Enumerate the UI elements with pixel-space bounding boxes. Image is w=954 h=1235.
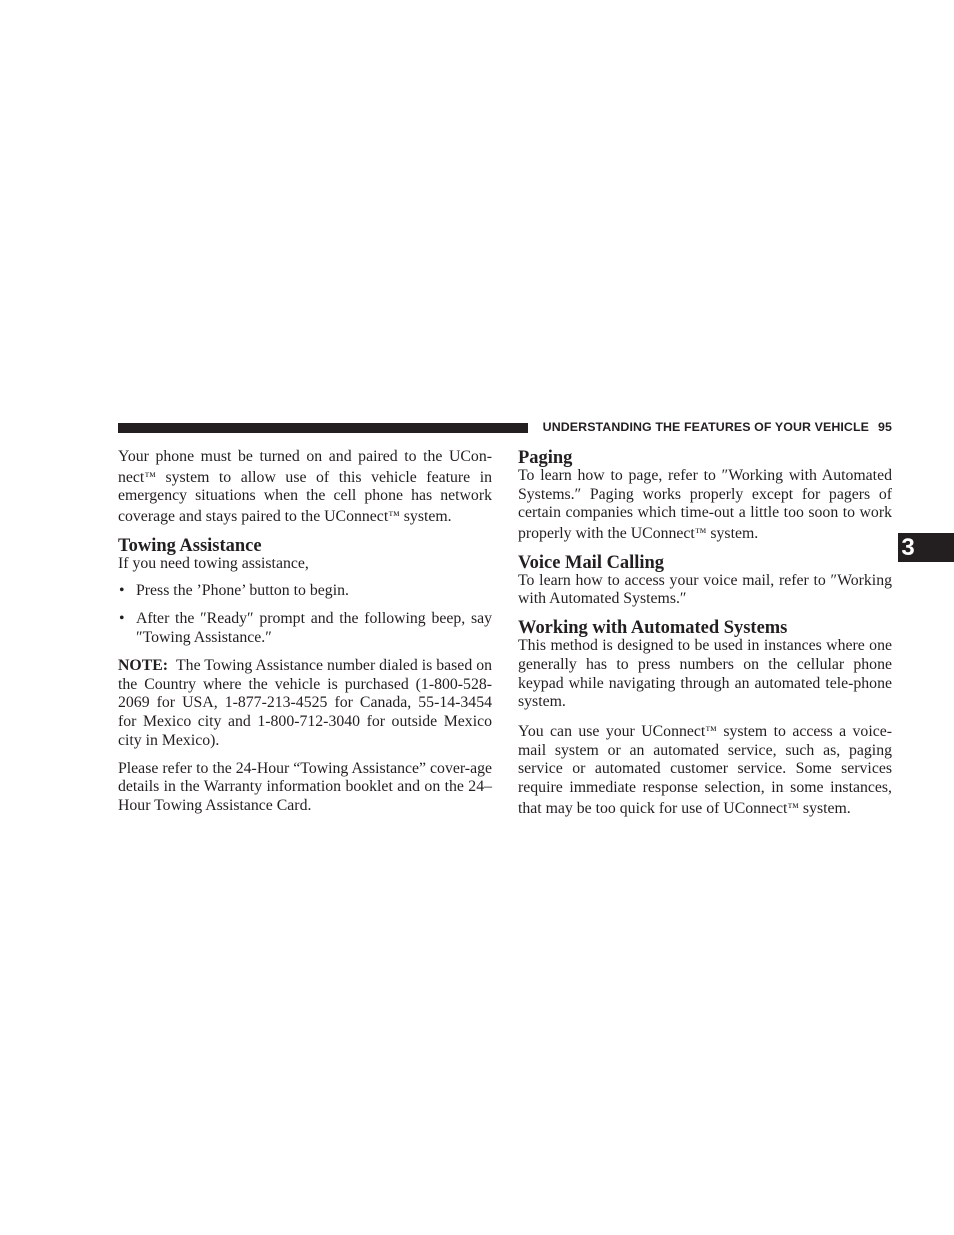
towing-steps xyxy=(118,582,492,647)
voice-mail-heading: Voice Mail Calling xyxy=(518,551,665,572)
towing-heading: Towing Assistance xyxy=(118,534,262,555)
chapter-number: 3 xyxy=(901,534,915,561)
bullet-icon: • xyxy=(119,610,125,628)
automated-heading: Working with Automated Systems xyxy=(518,617,788,638)
intro-text-3: system. xyxy=(399,507,452,525)
running-header xyxy=(538,420,892,436)
trademark-mark: ™ xyxy=(787,800,799,815)
paging-heading: Paging xyxy=(518,447,573,467)
paging-text-2: system. xyxy=(706,524,759,542)
page-number: 95 xyxy=(878,420,892,434)
right-column xyxy=(518,448,892,828)
trademark-mark: ™ xyxy=(694,525,707,540)
paging-text-1: To learn how to page, refer to ″Working with Automated Systems.″ Paging works properly except for pagers of certain companies which time-out a little too soon to work properly with the UConnect xyxy=(518,466,892,542)
chapter-tab xyxy=(898,533,954,562)
header-rule xyxy=(118,423,528,433)
trademark-mark: ™ xyxy=(705,723,717,738)
list-item-text: After the ″Ready″ prompt and the following beep, say ″Towing Assistance.″ xyxy=(136,610,492,646)
automated-paragraph-1: This method is designed to be used in instances where one generally has to press numbers on the cellular phone keypad while navigating through an automated tele-phone system. xyxy=(518,636,892,711)
trademark-mark: ™ xyxy=(388,508,400,523)
intro-text-2: system to allow use of this vehicle feature in emergency situations when the cell phone has network coverage and stays paired to the UConnect xyxy=(118,468,492,525)
intro-text-1: Your phone must be turned on and paired to the UCon-nect xyxy=(118,448,492,486)
left-column xyxy=(118,448,492,825)
note-text: The Towing Assistance number dialed is based on the Country where the vehicle is purchased (1-800-528-2069 for USA, 1-877-213-4525 for Canada, 55-14-3454 for Mexico city and 1-800-712-3040 for outside Mexico city in Mexico). xyxy=(118,656,492,749)
list-item xyxy=(118,610,492,648)
trademark-mark: ™ xyxy=(144,468,156,483)
bullet-icon: • xyxy=(119,582,125,600)
list-item-text: Press the ’Phone’ button to begin. xyxy=(136,582,349,600)
automated-paragraph-2 xyxy=(518,721,892,819)
note-label: NOTE: xyxy=(118,656,169,674)
section-title: UNDERSTANDING THE FEATURES OF YOUR VEHICLE xyxy=(542,420,870,434)
automated-text-2: system to access a voice-mail system or an automated service, such as, paging service or automated customer service. Some services require immediate response selection, in some instances, that may be too quick for use of UConnect xyxy=(518,722,892,817)
paging-paragraph xyxy=(518,467,892,544)
note-paragraph xyxy=(118,657,492,751)
voice-mail-paragraph: To learn how to access your voice mail, refer to ″Working with Automated Systems.″ xyxy=(518,571,892,608)
list-item xyxy=(118,582,492,601)
intro-paragraph xyxy=(118,448,492,527)
automated-text-3: system. xyxy=(798,799,851,817)
towing-intro: If you need towing assistance, xyxy=(118,554,309,572)
refer-paragraph: Please refer to the 24-Hour “Towing Assistance” cover-age details in the Warranty information booklet and on the 24–Hour Towing Assistance Card. xyxy=(118,759,492,815)
automated-text-1: You can use your UConnect xyxy=(518,722,706,740)
